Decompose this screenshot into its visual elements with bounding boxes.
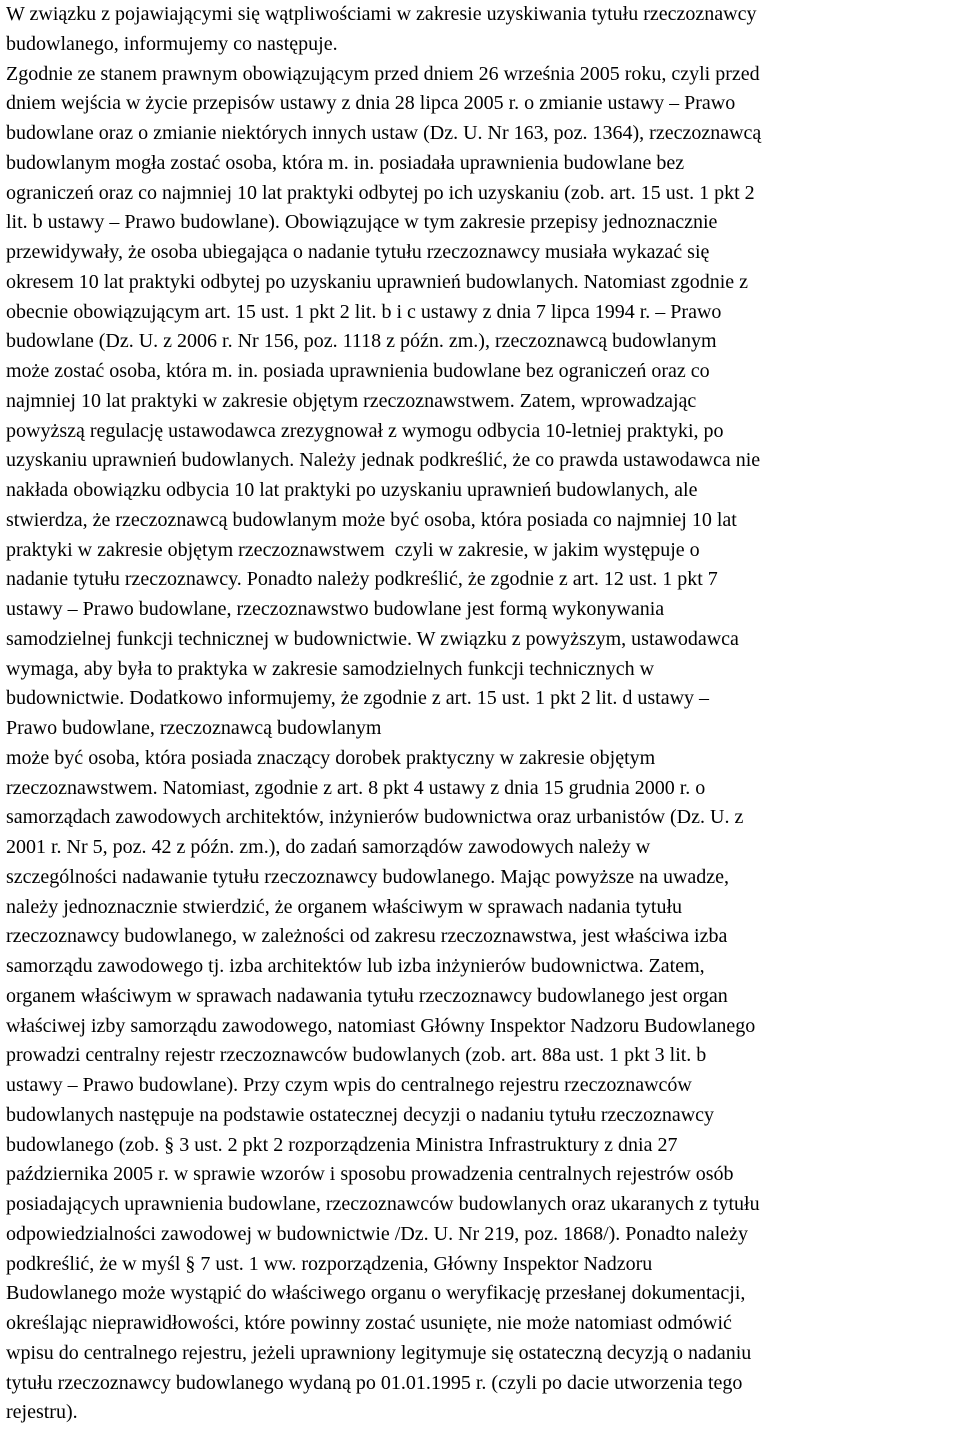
document-body bbox=[6, 0, 958, 1428]
text-line: określając nieprawidłowości, które powinny zostać usunięte, nie może natomiast odmówić bbox=[6, 1312, 732, 1334]
text-line: lit. b ustawy – Prawo budowlane). Obowiązujące w tym zakresie przepisy jednoznacznie bbox=[6, 211, 718, 234]
text-line: nakłada obowiązku odbycia 10 lat praktyki po uzyskaniu uprawnień budowlanych, ale bbox=[6, 479, 698, 501]
text-line: samorządach zawodowych architektów, inżynierów budownictwa oraz urbanistów (Dz. U. z bbox=[6, 806, 744, 829]
text-line: budowlanego (zob. § 3 ust. 2 pkt 2 rozporządzenia Ministra Infrastruktury z dnia 27 bbox=[6, 1133, 678, 1156]
text-line: obecnie obowiązującym art. 15 ust. 1 pkt 2 lit. b i c ustawy z dnia 7 lipca 1994 r. – Prawo bbox=[6, 300, 722, 323]
text-line: 2001 r. Nr 5, poz. 42 z późn. zm.), do zadań samorządów zawodowych należy w bbox=[6, 836, 651, 858]
text-line: nadanie tytułu rzeczoznawcy. Ponadto należy podkreślić, że zgodnie z art. 12 ust. 1 pkt 7 bbox=[6, 568, 718, 591]
text-line: rzeczoznawcy budowlanego, w zależności od zakresu rzeczoznawstwa, jest właściwa izba bbox=[6, 925, 728, 948]
text-line: tytułu rzeczoznawcy budowlanego wydaną po 01.01.1995 r. (czyli po dacie utworzenia tego bbox=[6, 1371, 743, 1394]
text-line: budowlanym mogła zostać osoba, która m. in. posiadała uprawnienia budowlane bez bbox=[6, 151, 685, 174]
text-line: posiadających uprawnienia budowlane, rzeczoznawców budowlanych oraz ukaranych z tytułu bbox=[6, 1193, 760, 1215]
text-line: budowlanego, informujemy co następuje. bbox=[6, 32, 338, 55]
text-line: W związku z pojawiającymi się wątpliwościami w zakresie uzyskiwania tytułu rzeczoznawcy bbox=[6, 3, 757, 25]
text-line: wymaga, aby była to praktyka w zakresie samodzielnych funkcji technicznych w bbox=[6, 657, 655, 680]
text-line: wpisu do centralnego rejestru, jeżeli uprawniony legitymuje się ostateczną decyzją o nadaniu bbox=[6, 1341, 752, 1364]
text-line: szczególności nadawanie tytułu rzeczoznawcy budowlanego. Mając powyższe na uwadze, bbox=[6, 865, 730, 888]
text-line: budowlane (Dz. U. z 2006 r. Nr 156, poz. 1118 z późn. zm.), rzeczoznawcą budowlanym bbox=[6, 330, 717, 353]
text-line: może zostać osoba, która m. in. posiada uprawnienia budowlane bez ograniczeń oraz co bbox=[6, 360, 710, 382]
text-line: budowlanych następuje na podstawie ostatecznej decyzji o nadaniu tytułu rzeczoznawcy bbox=[6, 1103, 715, 1126]
text-line: praktyki w zakresie objętym rzeczoznawstwem czyli w zakresie, w jakim występuje o bbox=[6, 538, 700, 561]
text-line: podkreślić, że w myśl § 7 ust. 1 ww. rozporządzenia, Główny Inspektor Nadzoru bbox=[6, 1252, 653, 1275]
text-line: samodzielnej funkcji technicznej w budownictwie. W związku z powyższym, ustawodawca bbox=[6, 627, 739, 650]
text-line: najmniej 10 lat praktyki w zakresie objętym rzeczoznawstwem. Zatem, wprowadzając bbox=[6, 389, 697, 412]
text-line: stwierdza, że rzeczoznawcą budowlanym może być osoba, która posiada co najmniej 10 lat bbox=[6, 508, 737, 531]
text-line: Budowlanego może wystąpić do właściwego organu o weryfikację przesłanej dokumentacji, bbox=[6, 1282, 746, 1305]
text-line: Zgodnie ze stanem prawnym obowiązującym przed dniem 26 września 2005 roku, czyli przed bbox=[6, 62, 760, 85]
text-line: organem właściwym w sprawach nadawania tytułu rzeczoznawcy budowlanego jest organ bbox=[6, 984, 728, 1007]
text-line: Prawo budowlane, rzeczoznawcą budowlanym bbox=[6, 717, 382, 739]
text-line: października 2005 r. w sprawie wzorów i sposobu prowadzenia centralnych rejestrów osób bbox=[6, 1163, 734, 1186]
text-line: ustawy – Prawo budowlane, rzeczoznawstwo budowlane jest formą wykonywania bbox=[6, 598, 665, 620]
text-line: budownictwie. Dodatkowo informujemy, że zgodnie z art. 15 ust. 1 pkt 2 lit. d ustawy – bbox=[6, 687, 710, 710]
text-line: przewidywały, że osoba ubiegająca o nadanie tytułu rzeczoznawcy musiała wykazać się bbox=[6, 241, 710, 263]
text-line: okresem 10 lat praktyki odbytej po uzyskaniu uprawnień budowlanych. Natomiast zgodnie z bbox=[6, 270, 749, 293]
text-line: prowadzi centralny rejestr rzeczoznawców budowlanych (zob. art. 88a ust. 1 pkt 3 lit. b bbox=[6, 1044, 707, 1067]
text-line: należy jednoznacznie stwierdzić, że organem właściwym w sprawach nadania tytułu bbox=[6, 895, 683, 918]
text-line: rejestru). bbox=[6, 1401, 78, 1424]
text-line: odpowiedzialności zawodowej w budownictwie /Dz. U. Nr 219, poz. 1868/). Ponadto należy bbox=[6, 1222, 749, 1245]
text-line: samorządu zawodowego tj. izba architektów lub izba inżynierów budownictwa. Zatem, bbox=[6, 955, 705, 977]
text-line: rzeczoznawstwem. Natomiast, zgodnie z art. 8 pkt 4 ustawy z dnia 15 grudnia 2000 r. o bbox=[6, 776, 706, 799]
text-line: dniem wejścia w życie przepisów ustawy z dnia 28 lipca 2005 r. o zmianie ustawy – Prawo bbox=[6, 92, 736, 115]
text-line: budowlane oraz o zmianie niektórych innych ustaw (Dz. U. Nr 163, poz. 1364), rzeczoznawcą bbox=[6, 122, 762, 144]
text-line: ograniczeń oraz co najmniej 10 lat praktyki odbytej po ich uzyskaniu (zob. art. 15 ust. 1 pkt 2 bbox=[6, 181, 755, 204]
text-line: ustawy – Prawo budowlane). Przy czym wpis do centralnego rejestru rzeczoznawców bbox=[6, 1074, 692, 1096]
text-line: może być osoba, która posiada znaczący dorobek praktyczny w zakresie objętym bbox=[6, 746, 656, 769]
text-line: uzyskaniu uprawnień budowlanych. Należy jednak podkreślić, że co prawda ustawodawca nie bbox=[6, 449, 761, 472]
text-line: właściwej izby samorządu zawodowego, natomiast Główny Inspektor Nadzoru Budowlanego bbox=[6, 1014, 756, 1037]
text-line: powyższą regulację ustawodawca zrezygnował z wymogu odbycia 10-letniej praktyki, po bbox=[6, 419, 724, 442]
